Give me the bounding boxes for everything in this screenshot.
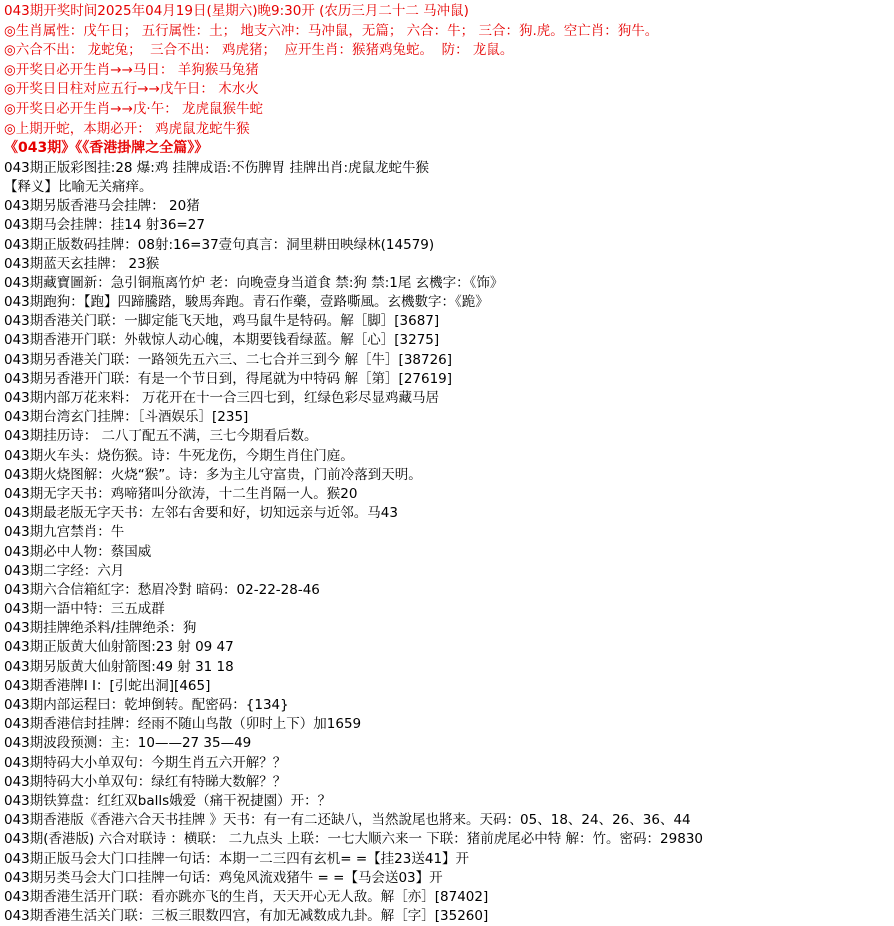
list-item: 043期藏寶圖新：急引铜瓶离竹炉 老：向晚壹身当道食 禁:狗 禁:1尾 玄機字：《饰》	[4, 274, 504, 291]
attr-line-0: ◎生肖属性：戊午日； 五行属性：土； 地支六冲：马冲鼠，无篇； 六合：牛； 三合：狗.虎。空亡肖：狗牛。	[4, 22, 659, 39]
attr-line-5: ◎上期开蛇，本期必开： 鸡虎鼠龙蛇牛猴	[4, 120, 250, 137]
list-item: 043期另类马会大门口挂牌一句话：鸡兔风流戏猪牛 = =【马会送03】开	[4, 869, 443, 886]
list-item: 043期香港牌I I：[引蛇出洞][465]	[4, 677, 211, 694]
list-item: 043期香港生活关门联：三板三眼数四宫，有加无减数成九卦。解［字］[35260]	[4, 908, 489, 925]
list-item: 043期六合信箱紅字：愁眉冷對 暗码：02-22-28-46	[4, 581, 320, 598]
list-item: 043期内部运程曰：乾坤倒转。配密码：{134}	[4, 697, 289, 713]
list-item: 043期跑狗：【跑】四蹄騰踏，駿馬奔跑。青石作藥，壹路嘶風。玄機數字：《跪》	[4, 294, 489, 311]
list-item: 043期另版香港马会挂牌： 20猪	[4, 198, 200, 215]
list-item: 043期内部万花来料： 万花开在十一合三四七到，红绿色彩尽显鸡藏马居	[4, 390, 440, 406]
list-item: 043期特码大小单双句：今期生肖五六开解？？	[4, 754, 287, 771]
attr-line-4: ◎开奖日必开生肖→→戊·午： 龙虎鼠猴牛蛇	[4, 100, 263, 117]
entry-list	[4, 159, 894, 926]
list-item: 043期香港信封挂牌：经雨不随山鸟散（卯时上下）加1659	[4, 716, 362, 733]
list-item: 043期台湾玄门挂牌：［斗酒娱乐］[235]	[4, 409, 249, 426]
list-item: 043期正版黄大仙射箭图:23 射 09 47	[4, 639, 234, 656]
list-item: 043期另香港开门联：有是一个节日到，得尾就为中特码 解［第］[27619]	[4, 370, 453, 387]
list-item: 043期二字经：六月	[4, 562, 125, 579]
list-item: 043期火车头：烧伤猴。诗：牛死龙伤，今期生肖住门庭。	[4, 447, 354, 464]
list-item: 043期波段预测：主：10——27 35—49	[4, 735, 252, 752]
list-item: 043期马会挂牌：挂14 射36=27	[4, 217, 205, 234]
list-item: 043期挂牌绝杀料/挂牌绝杀：狗	[4, 620, 197, 637]
list-item: 043期铁算盘：红红双balls娥爱（痛干祝捷園）开：？	[4, 792, 332, 809]
list-item: 043期最老版无字天书：左邻右舍要和好，切知远亲与近邻。马43	[4, 505, 398, 522]
list-item: 043期正版马会大门口挂牌一句话：本期一二三四有玄机= =【挂23送41】开	[4, 850, 470, 867]
list-item: 043期另版黄大仙射箭图:49 射 31 18	[4, 658, 234, 675]
list-item: 043期(香港版) 六合对联诗 ：横联： 二九点头 上联：一七大顺六来一 下联：猪前虎尾必中特 解：竹。密码：29830	[4, 831, 703, 848]
list-item: 【释义】比喻无关痛痒。	[4, 178, 153, 195]
draw-time-line: 043期开奖时间2025年04月19日(星期六)晚9:30开 (农历三月二十二 马冲鼠)	[4, 3, 469, 19]
list-item: 043期无字天书：鸡啼猪叫分欲涛，十二生肖隔一人。猴20	[4, 485, 358, 502]
list-item: 043期香港关门联：一脚定能飞天地，鸡马鼠牛是特码。解［脚］[3687]	[4, 313, 440, 330]
section-title: 《043期》《《香港掛牌之全篇》》	[4, 140, 209, 157]
attr-line-3: ◎开奖日日柱对应五行→→戊午日： 木水火	[4, 81, 259, 98]
list-item: 043期必中人物：蔡国威	[4, 543, 152, 560]
attr-line-1: ◎六合不出： 龙蛇兔； 三合不出： 鸡虎猪； 应开生肖：猴猪鸡兔蛇。 防： 龙鼠。	[4, 42, 514, 59]
list-item: 043期蓝天玄挂牌： 23猴	[4, 255, 160, 272]
list-item: 043期特码大小单双句：绿红有特睇大数解？？	[4, 773, 287, 790]
list-item: 043期火烧图解：火烧“猴”。诗：多为主儿守富贵，门前冷落到天明。	[4, 466, 422, 483]
list-item: 043期挂历诗： 二八丁配五不满，三七今期看后数。	[4, 428, 318, 445]
list-item: 043期正版数码挂牌：08射:16=37壹句真言：洞里耕田映绿林(14579)	[4, 236, 435, 253]
list-item: 043期一語中特：三五成群	[4, 601, 165, 618]
list-item: 043期另香港关门联：一路领先五六三、二七合并三到今 解［牛］[38726]	[4, 351, 453, 368]
list-item: 043期正版彩图挂:28 爆:鸡 挂牌成语:不伤脾胃 挂牌出肖:虎鼠龙蛇牛猴	[4, 159, 430, 176]
list-item: 043期九宫禁肖：牛	[4, 524, 125, 541]
list-item: 043期香港开门联：外戟惊人动心魄，本期要钱看绿蓝。解［心］[3275]	[4, 332, 440, 349]
list-item: 043期香港生活开门联：看亦跳亦飞的生肖，天天开心无人敌。解［亦］[87402]	[4, 888, 489, 905]
list-item: 043期香港版《香港六合天书挂牌 》天书：有一有二还缺八，当然說尾也將来。天码：05、18、24、26、36、44	[4, 812, 691, 829]
attr-line-2: ◎开奖日必开生肖→→马日： 羊狗猴马兔猪	[4, 61, 259, 78]
